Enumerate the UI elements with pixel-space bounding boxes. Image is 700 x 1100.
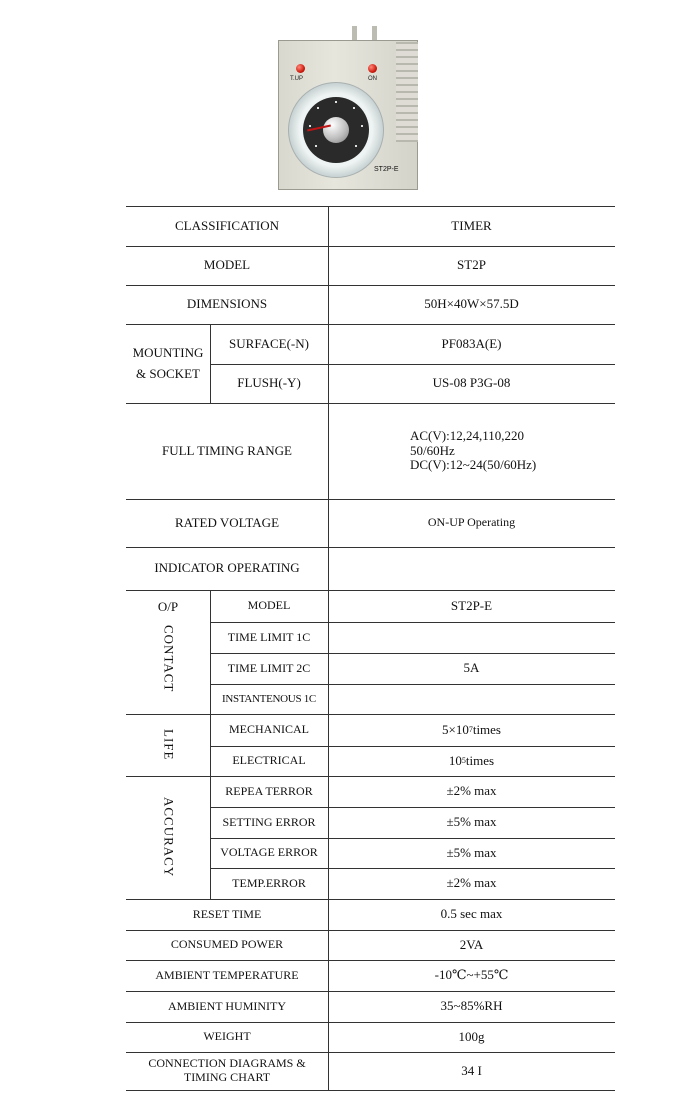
weight-value: 100g [458,1028,485,1044]
led-tup-label: T.UP [290,76,304,82]
ambient-humidity-label: AMBIENT HUMINITY [167,998,287,1013]
mechanical-base: 5×10 [441,721,469,737]
connection-label-line1: CONNECTION DIAGRAMS & [148,1056,306,1071]
rated-voltage-label: RATED VOLTAGE [174,514,280,530]
ambient-humidity-value: 35~85%RH [440,998,503,1014]
electrical-base: 10 [448,752,462,768]
mechanical-unit: times [472,721,501,737]
repeat-error-value: ±2% max [446,783,497,799]
model-value: ST2P [457,257,486,273]
led-on-icon [368,64,377,73]
mechanical-value [328,714,615,746]
surface-value: PF083A(E) [441,335,502,351]
flush-value: US-08 P3G-08 [432,375,511,391]
surface-label: SURFACE(-N) [229,335,309,351]
ambient-temperature-value: -10℃~+55℃ [434,967,509,983]
timing-range-label: FULL TIMING RANGE [162,442,292,458]
contact-model-label: MODEL [247,598,291,613]
electrical-value [328,746,615,776]
mounting-label [126,324,210,403]
setting-error-value: ±5% max [446,814,497,830]
mounting-label-line2: & SOCKET [136,365,200,381]
timing-range-value [410,403,615,499]
connection-label-line2: TIMING CHART [183,1070,271,1084]
mechanical-label: MECHANICAL [229,722,309,737]
voltage-error-label: VOLTAGE ERROR [220,845,318,860]
mechanical-exp: 7 [468,725,473,735]
contact-rating-value: 5A [463,659,480,675]
accuracy-vertical-label: ACCURACY [161,797,177,878]
reset-time-label: RESET TIME [192,906,262,921]
consumed-power-value: 2VA [459,936,484,952]
connection-label [126,1052,328,1090]
indicator-label: INDICATOR OPERATING [154,560,300,576]
contact-model-value: ST2P-E [450,597,493,613]
voltage-error-value: ±5% max [446,844,497,860]
ambient-temperature-label: AMBIENT TEMPERATURE [155,967,299,982]
setting-error-label: SETTING ERROR [222,814,316,829]
dimensions-value: 50H×40W×57.5D [424,296,519,312]
product-photo [272,12,422,192]
classification-label: CLASSIFICATION [174,217,279,233]
time-limit-2c-label: TIME LIMIT 2C [227,660,311,675]
connection-value: 34 I [461,1062,482,1078]
electrical-unit: times [465,752,495,768]
indicator-value [328,547,615,590]
housing-model-label: ST2P-E [374,166,399,173]
contact-vertical-label: CONTACT [161,624,177,693]
temp-error-value: ±2% max [446,875,497,891]
housing-ridges [396,42,418,142]
consumed-power-label: CONSUMED POWER [170,937,284,952]
weight-label: WEIGHT [203,1029,251,1044]
rated-voltage-value: ON-UP Operating [427,515,516,530]
mounting-label-line1: MOUNTING [132,344,204,360]
life-group-label [126,714,210,776]
instantaneous-1c-label: INSTANTENOUS 1C [222,692,316,705]
model-label: MODEL [203,257,251,273]
flush-label: FLUSH(-Y) [237,375,301,391]
timing-range-line3: DC(V):12~24(50/60Hz) [410,457,537,473]
accuracy-group-label [126,776,210,899]
op-label: O/P [157,599,179,614]
dial-knob-icon [323,117,349,143]
time-limit-1c-label: TIME LIMIT 1C [227,629,311,644]
electrical-exp: 5 [461,756,466,766]
dimensions-label: DIMENSIONS [186,296,268,312]
led-on-label: ON [368,76,377,82]
life-vertical-label: LIFE [161,729,177,761]
classification-value: TIMER [451,217,492,233]
timing-range-line2: 50/60Hz [410,442,455,458]
dial-face [303,97,369,163]
timing-range-line1: AC(V):12,24,110,220 [410,427,524,443]
temp-error-label: TEMP.ERROR [232,875,306,890]
reset-time-value: 0.5 sec max [440,906,503,922]
repeat-error-label: REPEA TERROR [225,783,313,798]
dial-ring [288,82,384,178]
led-tup-icon [296,64,305,73]
electrical-label: ELECTRICAL [232,753,306,768]
